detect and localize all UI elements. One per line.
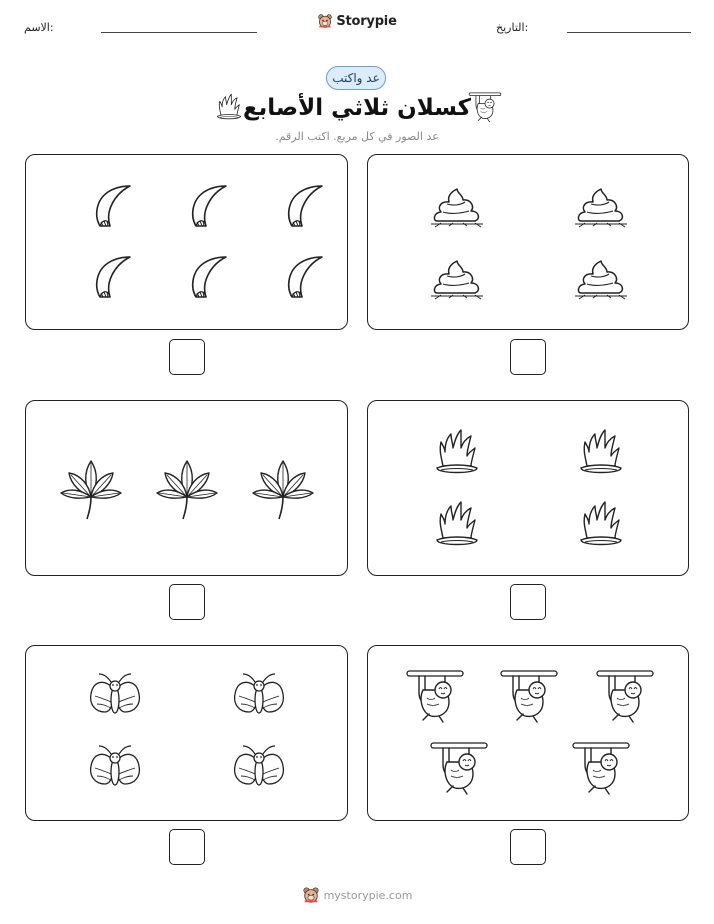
bear-icon — [317, 13, 333, 29]
count-card-corals — [367, 400, 689, 576]
count-card-moths — [25, 645, 348, 821]
moth-icon — [91, 746, 140, 785]
sloth-icon — [501, 671, 557, 722]
count-card-sloths — [367, 645, 689, 821]
mound-icon — [575, 189, 627, 227]
coral-icon — [437, 502, 477, 545]
bear-icon — [302, 886, 320, 904]
coral-icon — [581, 502, 621, 545]
date-line[interactable] — [567, 32, 691, 33]
coral-icon — [437, 430, 477, 473]
count-card-claws — [25, 154, 348, 330]
name-label: الاسم: — [24, 21, 54, 34]
answer-box-leaves[interactable] — [169, 584, 205, 620]
mound-icon — [575, 261, 627, 299]
leaf-icon — [157, 461, 217, 519]
claw-icon — [97, 186, 130, 226]
mound-icon — [431, 261, 483, 299]
sloth-icon — [407, 671, 463, 722]
count-card-mounds — [367, 154, 689, 330]
date-label: التاريخ: — [496, 21, 529, 34]
sloth-icon — [431, 743, 487, 794]
leaf-icon — [253, 461, 313, 519]
sloth-icon — [573, 743, 629, 794]
logo-text: Storypie — [336, 13, 397, 29]
claw-icon — [193, 186, 226, 226]
leaf-icon — [61, 461, 121, 519]
moth-icon — [91, 674, 140, 713]
page-title: كسلان ثلاثي الأصابع — [242, 95, 472, 121]
sloth-icon — [468, 90, 502, 124]
answer-box-moths[interactable] — [169, 829, 205, 865]
claw-icon — [193, 257, 226, 297]
answer-box-sloths[interactable] — [510, 829, 546, 865]
coral-icon — [581, 430, 621, 473]
claw-icon — [97, 257, 130, 297]
claw-icon — [289, 186, 322, 226]
moth-icon — [235, 746, 284, 785]
mound-icon — [431, 189, 483, 227]
count-card-leaves — [25, 400, 348, 576]
sloth-icon — [597, 671, 653, 722]
answer-box-corals[interactable] — [510, 584, 546, 620]
answer-box-claws[interactable] — [169, 339, 205, 375]
instructions: عد الصور في كل مربع. اكتب الرقم. — [275, 130, 439, 143]
footer-site[interactable]: mystorypie.com — [323, 888, 413, 902]
moth-icon — [235, 674, 284, 713]
storypie-logo — [0, 13, 714, 29]
name-line[interactable] — [101, 32, 257, 33]
count-write-badge: عد واكتب — [326, 66, 386, 90]
footer — [0, 886, 714, 904]
claw-icon — [289, 257, 322, 297]
answer-box-mounds[interactable] — [510, 339, 546, 375]
